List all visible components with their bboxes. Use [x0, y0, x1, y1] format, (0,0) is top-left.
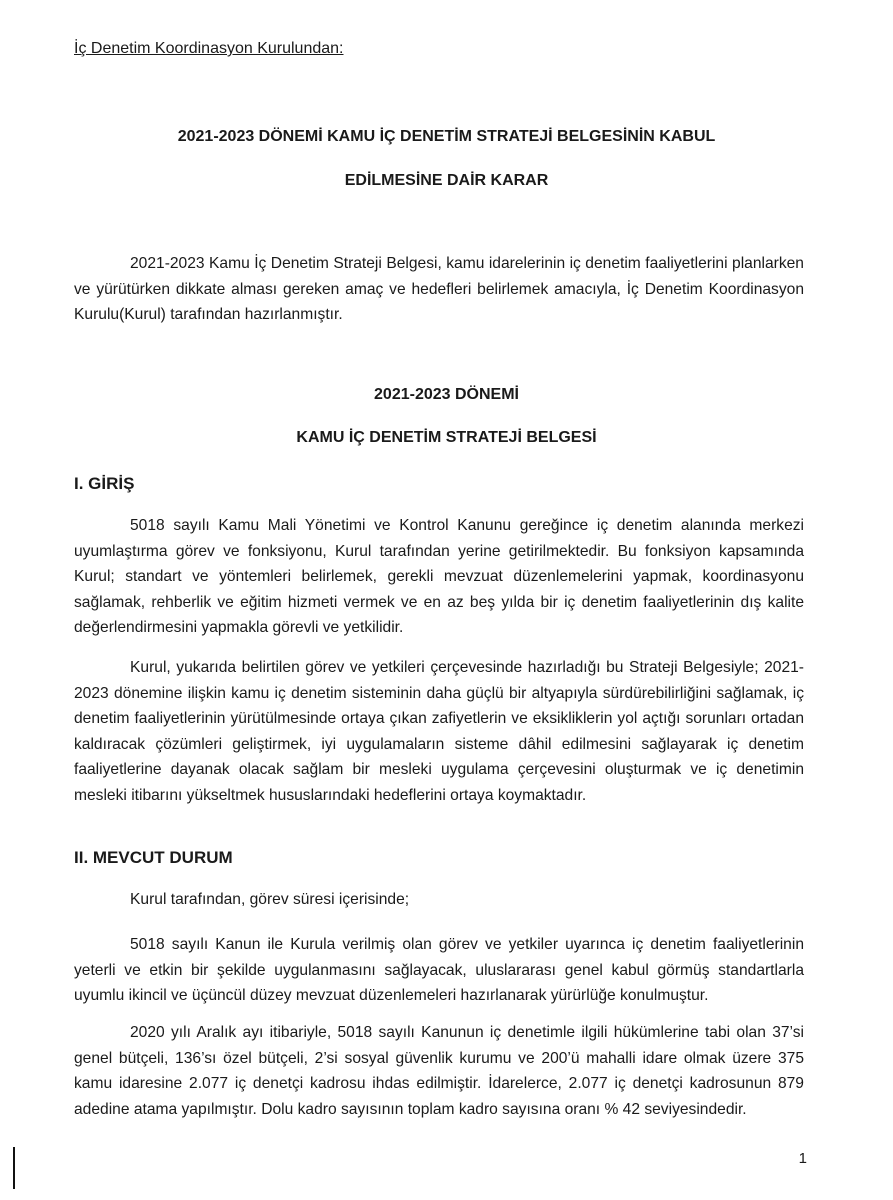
subtitle-line1: 2021-2023 DÖNEMİ: [374, 386, 519, 403]
section-heading-giris: I. GİRİŞ: [74, 474, 135, 493]
page-number: 1: [798, 1150, 807, 1167]
section-heading-mevcut-durum: II. MEVCUT DURUM: [74, 848, 233, 867]
paragraph-mevcut-durum-3: 2020 yılı Aralık ayı itibariyle, 5018 sayılı Kanunun iç denetimle ilgili hükümlerine tabi olan 37’si genel bütçeli, 136’sı özel bütçeli, 2’si sosyal güvenlik kurumu ve 200’ü mahalli idare olmak üzere 375 kamu idaresine 2.077 iç denetçi kadrosu ihdas edilmiştir. İdarelerce, 2.077 iç denetçi kadrosunun 879 adedine atama yapılmıştır. Dolu kadro sayısının toplam kadro sayısına oranı % 42 seviyesindedir.: [74, 1024, 804, 1118]
paragraph-mevcut-durum-1: Kurul tarafından, görev süresi içerisinde;: [130, 891, 410, 908]
subtitle-line2: KAMU İÇ DENETİM STRATEJİ BELGESİ: [296, 429, 597, 446]
margin-line: [13, 1147, 15, 1189]
decision-title-line2: EDİLMESİNE DAİR KARAR: [344, 172, 549, 189]
paragraph-giris-2: Kurul, yukarıda belirtilen görev ve yetkileri çerçevesinde hazırladığı bu Strateji Belgesiyle; 2021-2023 dönemine ilişkin kamu iç denetim sisteminin daha güçlü bir altyapıyla sürdürebilirliğini sağlamak, iç denetim faaliyetlerinin yürütülmesinde ortaya çıkan zafiyetlerin ve eksikliklerin yol açtığı sorunları ortadan kaldıracak çözümleri geliştirmek, iyi uygulamaların sisteme dâhil edilmesini sağlayarak iç denetim faaliyetlerine dayanak olacak sağlam bir mesleki uygulama çerçevesini oluşturmak ve iç denetimin mesleki itibarını yükseltmek hususlarındaki hedeflerini ortaya koymaktadır.: [74, 659, 804, 804]
paragraph-giris-1: 5018 sayılı Kamu Mali Yönetimi ve Kontrol Kanunu gereğince iç denetim alanında merkezi uyumlaştırma görev ve fonksiyonu, Kurul tarafından yerine getirilmektedir. Bu fonksiyon kapsamında Kurul; standart ve yöntemleri belirlemek, gerekli mevzuat düzenlemelerini yapmak, koordinasyonu sağlamak, rehberlik ve eğitim hizmeti vermek ve en az beş yılda bir iç denetim faaliyetlerinin dış kalite değerlendirmesini yapmakla görevli ve yetkilidir.: [74, 517, 804, 636]
decision-title-line1: 2021-2023 DÖNEMİ KAMU İÇ DENETİM STRATEJİ BELGESİNİN KABUL: [177, 128, 716, 145]
intro-paragraph: 2021-2023 Kamu İç Denetim Strateji Belgesi, kamu idarelerinin iç denetim faaliyetlerini planlarken ve yürütürken dikkate alması gereken amaç ve hedefleri belirlemek amacıyla, İç Denetim Koordinasyon Kurulu(Kurul) tarafından hazırlanmıştır.: [74, 255, 804, 323]
issuing-authority: İç Denetim Koordinasyon Kurulundan:: [74, 40, 344, 57]
paragraph-mevcut-durum-2: 5018 sayılı Kanun ile Kurula verilmiş olan görev ve yetkiler uyarınca iç denetim faaliyetlerinin yeterli ve etkin bir şekilde uygulanmasını sağlayacak, uluslararası genel kabul görmüş standartlarla uyumlu ikincil ve üçüncül düzey mevzuat düzenlemeleri hazırlanarak yürürlüğe konulmuştur.: [74, 936, 804, 1004]
